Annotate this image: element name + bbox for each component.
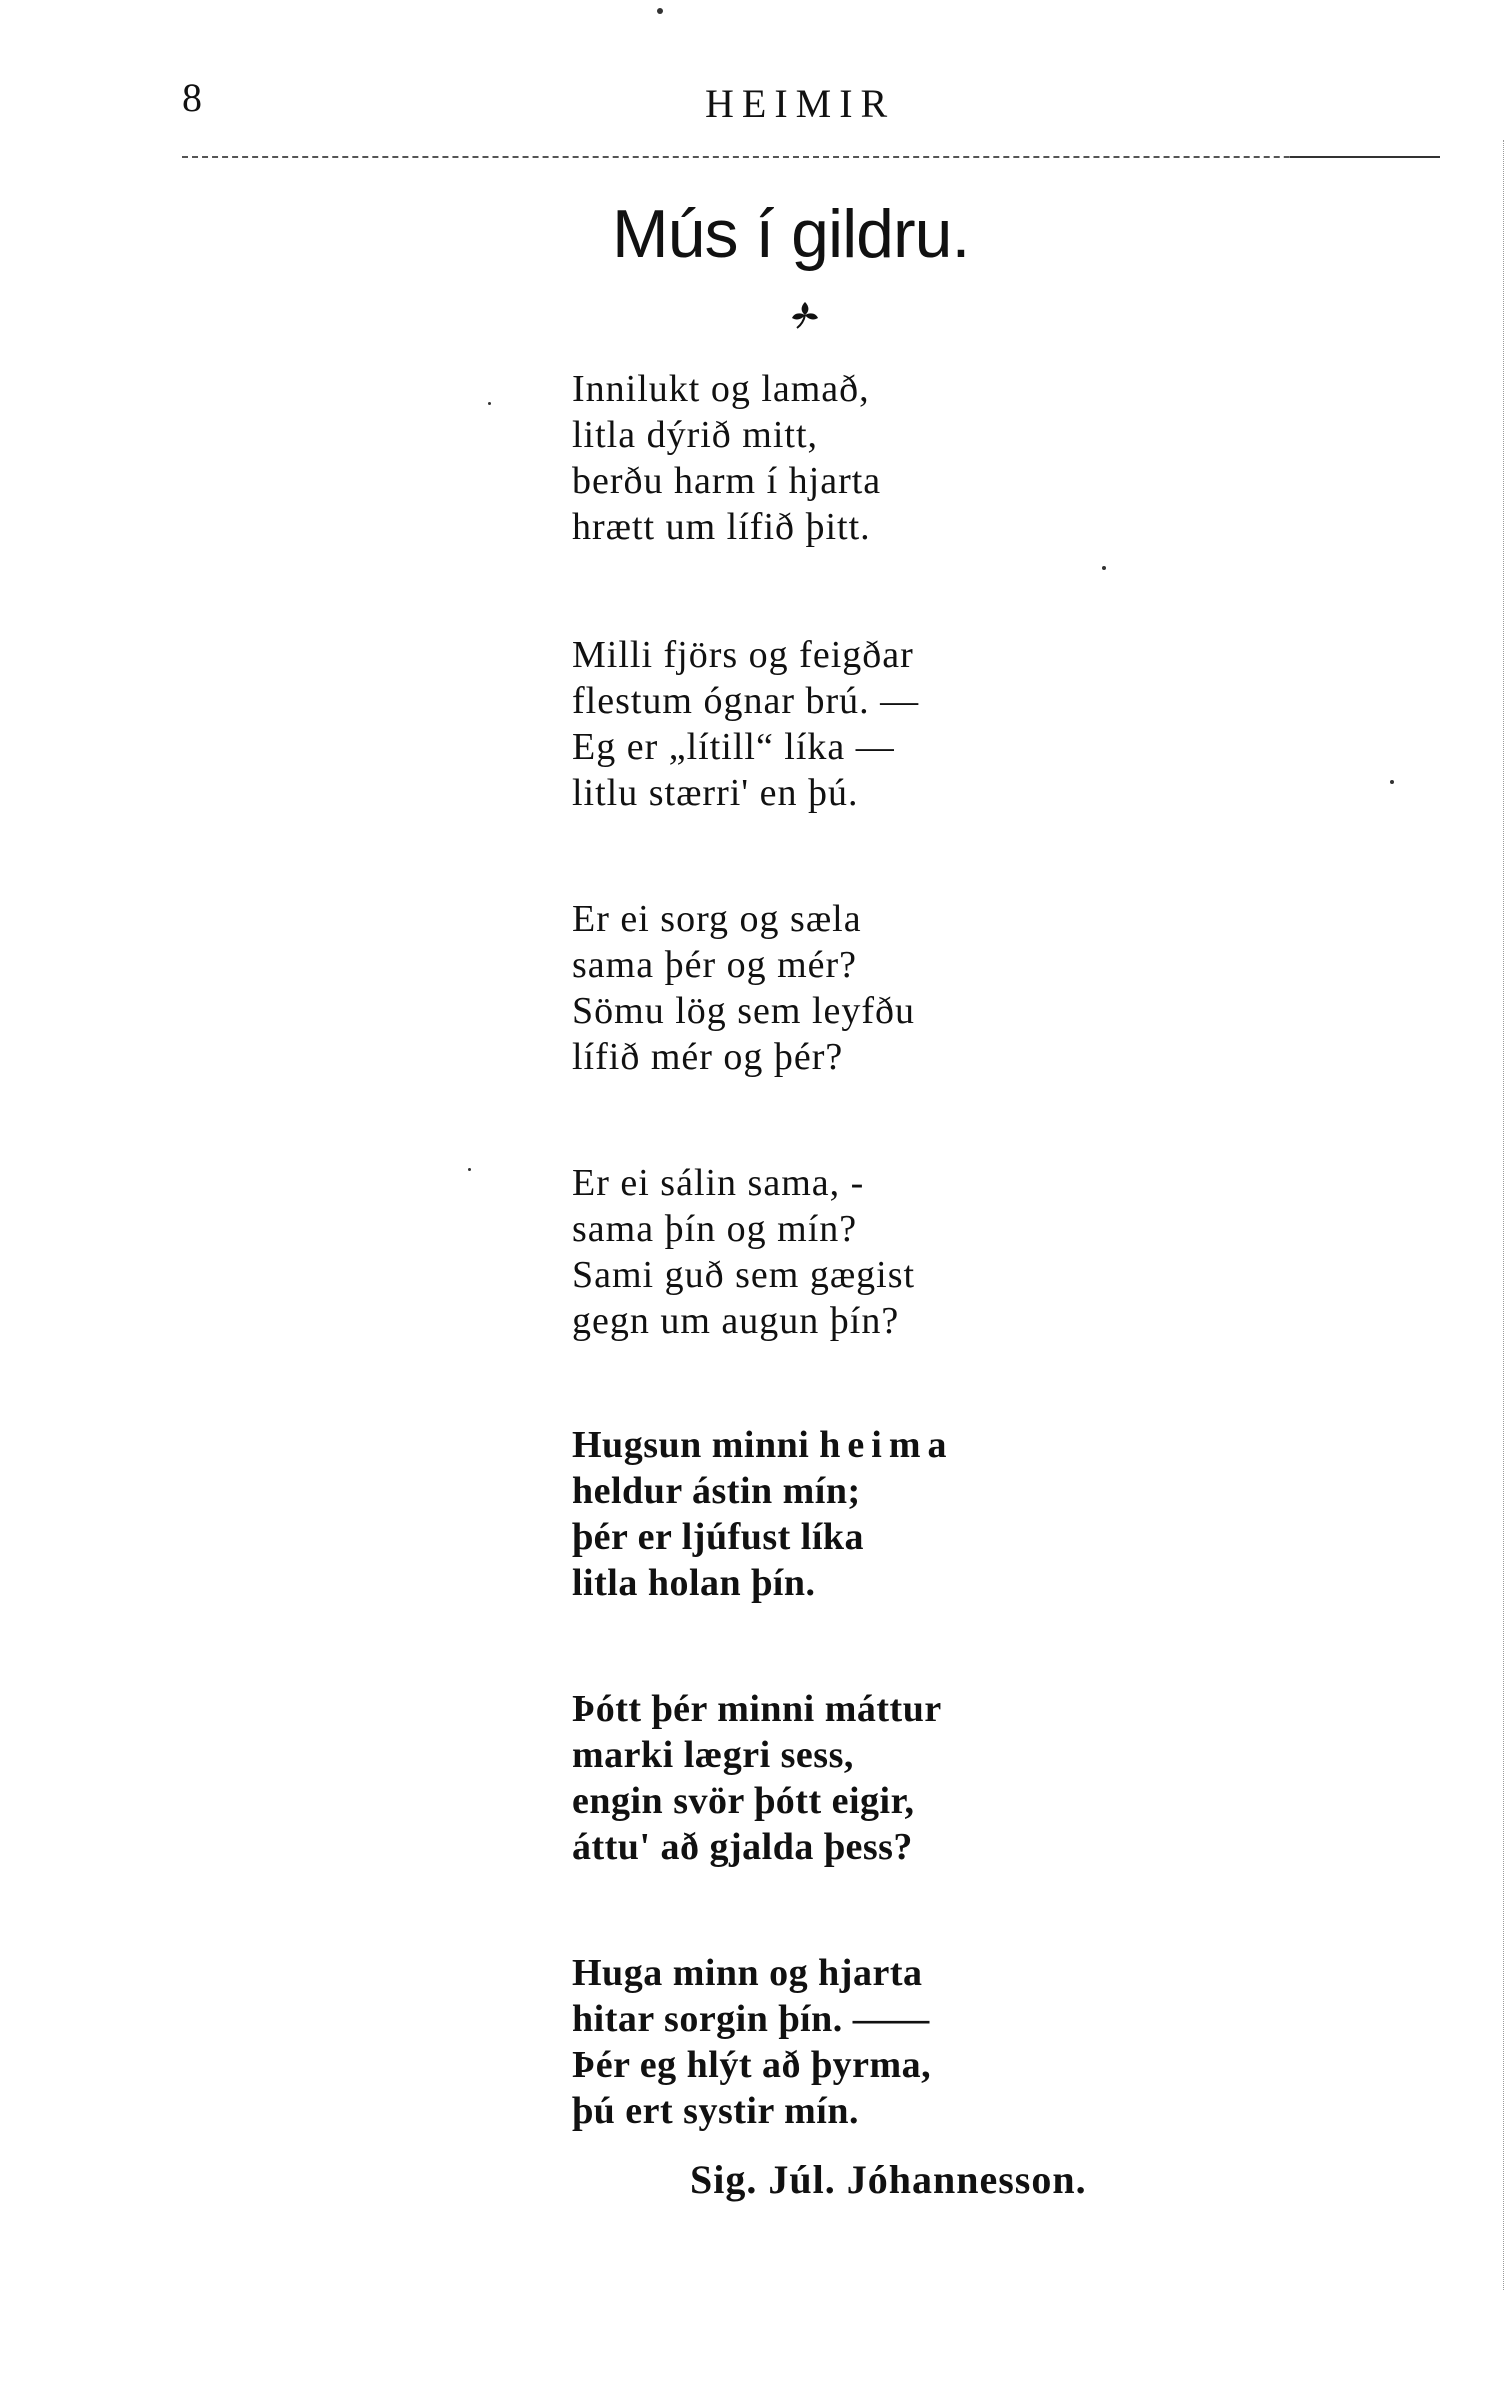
verse-line: marki lægri sess, xyxy=(572,1734,854,1776)
verse-line: litlu stærri' en þú. xyxy=(572,772,859,814)
verse-line: Er ei sorg og sæla xyxy=(572,898,862,940)
verse-line: áttu' að gjalda þess? xyxy=(572,1826,913,1868)
stanza-1 xyxy=(572,366,881,550)
running-head: HEIMIR xyxy=(705,81,896,126)
verse-line: Sami guð sem gægist xyxy=(572,1254,916,1296)
verse-line: Eg er „lítill“ líka — xyxy=(572,726,895,768)
scan-speck xyxy=(468,1168,471,1171)
verse-line: Þótt þér minni máttur xyxy=(572,1688,942,1730)
scan-speck xyxy=(488,402,491,405)
stanza-5 xyxy=(572,1422,954,1606)
verse-line: heldur ástin mín; xyxy=(572,1470,861,1512)
scan-speck xyxy=(1102,566,1106,570)
verse-line: Sömu lög sem leyfðu xyxy=(572,990,916,1032)
verse-line: berðu harm í hjarta xyxy=(572,460,882,502)
verse-line xyxy=(572,1422,954,1468)
stanza-4 xyxy=(572,1160,915,1344)
verse-line: hitar sorgin þín. —— xyxy=(572,1998,930,2040)
poem-title: Mús í gildru. xyxy=(612,196,970,272)
page-edge-shadow xyxy=(1503,140,1504,2290)
stanza-7 xyxy=(572,1950,931,2134)
verse-line: Er ei sálin sama, - xyxy=(572,1162,865,1204)
verse-line: Milli fjörs og feigðar xyxy=(572,634,914,676)
verse-fragment: Hugsun minni xyxy=(572,1424,810,1466)
verse-line: Huga minn og hjarta xyxy=(572,1952,923,1994)
verse-line: Þér eg hlýt að þyrma, xyxy=(572,2044,932,2086)
verse-line: sama þér og mér? xyxy=(572,944,858,986)
scan-speck xyxy=(1390,780,1394,784)
verse-line: þú ert systir mín. xyxy=(572,2090,859,2132)
verse-line: hrætt um lífið þitt. xyxy=(572,506,871,548)
leaf-ornament-icon xyxy=(788,298,822,332)
verse-line: lífið mér og þér? xyxy=(572,1036,844,1078)
page-number: 8 xyxy=(182,75,202,120)
verse-line: Innilukt og lamað, xyxy=(572,368,870,410)
author-signature: Sig. Júl. Jóhannesson. xyxy=(690,2157,1087,2202)
stanza-6 xyxy=(572,1686,942,1870)
verse-line: flestum ógnar brú. — xyxy=(572,680,920,722)
verse-line: sama þín og mín? xyxy=(572,1208,858,1250)
stanza-3 xyxy=(572,896,915,1080)
header-rule-end xyxy=(1290,156,1440,158)
header-rule xyxy=(182,156,1440,158)
verse-line: litla dýrið mitt, xyxy=(572,414,819,456)
verse-line: þér er ljúfust líka xyxy=(572,1516,865,1558)
stanza-2 xyxy=(572,632,919,816)
emphasized-word: heima xyxy=(819,1424,954,1466)
verse-line: gegn um augun þín? xyxy=(572,1300,900,1342)
scan-speck xyxy=(657,8,663,14)
verse-line: engin svör þótt eigir, xyxy=(572,1780,915,1822)
verse-line: litla holan þín. xyxy=(572,1562,816,1604)
